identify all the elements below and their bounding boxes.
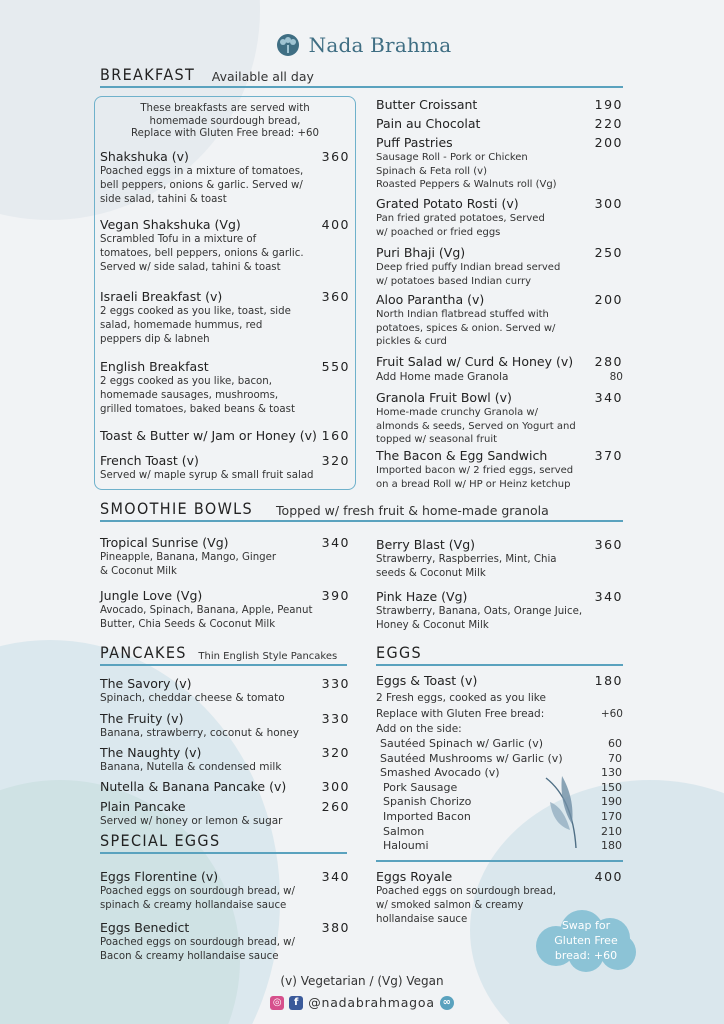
menu-item: [376, 589, 623, 604]
side-name: Spanish Chorizo: [383, 795, 472, 809]
item-name: Granola Fruit Bowl (v): [376, 390, 512, 405]
side-name: Smashed Avocado (v): [380, 766, 500, 780]
item-name: Eggs Florentine (v): [100, 869, 219, 884]
item-description: Served w/ honey or lemon & sugar: [100, 815, 283, 827]
menu-item: [376, 135, 623, 150]
instagram-icon[interactable]: ◎: [270, 996, 284, 1010]
breakfast-section-header: [100, 66, 623, 88]
item-name: The Fruity (v): [100, 711, 184, 726]
egg-side-item: [383, 825, 622, 838]
item-price: 260: [321, 799, 350, 814]
pancakes-title: PANCAKES: [100, 643, 187, 662]
item-description: w/ potatoes based Indian curry: [376, 275, 532, 287]
menu-item: [376, 390, 623, 405]
item-description: pickles & curd: [376, 336, 447, 347]
item-description: Banana, Nutella & condensed milk: [100, 761, 282, 773]
item-price: 340: [594, 390, 623, 405]
note-line: homemade sourdough bread,: [149, 115, 301, 127]
eggs-side-label: Add on the side:: [376, 723, 462, 735]
side-price: 130: [601, 766, 622, 780]
item-price: 180: [594, 673, 623, 688]
menu-item: [100, 149, 350, 164]
note-line: These breakfasts are served with: [140, 103, 310, 114]
item-description: North Indian flatbread stuffed with: [376, 309, 549, 320]
item-description: Strawberry, Banana, Oats, Orange Juice,: [376, 606, 583, 617]
menu-item: [100, 535, 350, 550]
egg-side-item: [380, 766, 622, 779]
item-price: 320: [321, 745, 350, 760]
smoothie-title: SMOOTHIE BOWLS: [100, 499, 254, 518]
menu-item: [376, 245, 623, 260]
swap-line: Swap for: [561, 919, 611, 932]
menu-item: [376, 448, 623, 463]
item-description: Served w/ side salad, tahini & toast: [100, 262, 281, 273]
menu-item: [376, 97, 623, 112]
gluten-label: Replace with Gluten Free bread:: [376, 708, 545, 720]
egg-side-item: [383, 795, 622, 808]
item-price: 360: [594, 537, 623, 552]
item-name: Berry Blast (Vg): [376, 537, 476, 552]
item-price: 320: [321, 453, 350, 468]
item-description: almonds & seeds, Served on Yogurt and: [376, 420, 576, 432]
breakfast-subtitle: Available all day: [211, 69, 314, 84]
brand-name: Nada Brahma: [308, 33, 452, 57]
item-description: w/ smoked salmon & creamy: [376, 900, 524, 911]
special-eggs-title: SPECIAL EGGS: [100, 831, 221, 850]
pancakes-subtitle: Thin English Style Pancakes: [198, 651, 338, 662]
smoothie-subtitle: Topped w/ fresh fruit & home-made granola: [276, 503, 549, 518]
tripadvisor-icon[interactable]: ∞: [440, 996, 454, 1010]
item-name: Vegan Shakshuka (Vg): [100, 217, 241, 232]
side-price: 70: [608, 751, 622, 765]
menu-item: [100, 799, 350, 814]
item-description: Deep fried puffy Indian bread served: [376, 262, 561, 273]
item-description: peppers dip & labneh: [100, 334, 210, 345]
item-description: Poached eggs in a mixture of tomatoes,: [100, 166, 304, 177]
menu-item: [376, 292, 623, 307]
smoothie-section-header: [100, 500, 623, 522]
item-price: 360: [321, 289, 350, 304]
side-price: 180: [601, 839, 622, 853]
swap-gluten-note: [540, 918, 632, 963]
item-description: Poached eggs on sourdough bread, w/: [100, 886, 295, 897]
side-name: Haloumi: [383, 839, 429, 853]
item-price: 550: [321, 359, 350, 374]
egg-side-item: [383, 810, 622, 823]
item-name: Butter Croissant: [376, 97, 478, 112]
menu-item: [376, 869, 623, 884]
item-name: Eggs Royale: [376, 869, 453, 884]
side-name: Sautéed Mushrooms w/ Garlic (v): [380, 751, 563, 765]
side-name: Imported Bacon: [383, 810, 471, 823]
item-name: Fruit Salad w/ Curd & Honey (v): [376, 354, 574, 369]
item-description: Poached eggs on sourdough bread,: [376, 886, 556, 897]
menu-item: [100, 289, 350, 304]
swap-line: bread: +60: [554, 949, 618, 962]
item-description: tomatoes, bell peppers, onions & garlic.: [100, 248, 304, 259]
item-name: Puff Pastries: [376, 135, 453, 150]
item-description: grilled tomatoes, baked beans & toast: [100, 404, 295, 415]
item-name: The Savory (v): [100, 676, 192, 691]
item-description: Imported bacon w/ 2 fried eggs, served: [376, 465, 574, 476]
item-description: on a bread Roll w/ HP or Heinz ketchup: [376, 478, 571, 490]
item-name: Aloo Parantha (v): [376, 292, 485, 307]
item-description: salad, homemade hummus, red: [100, 320, 263, 331]
menu-item: [376, 537, 623, 552]
item-name: Plain Pancake: [100, 799, 186, 814]
egg-side-item: [383, 781, 622, 794]
item-description: Roasted Peppers & Walnuts roll (Vg): [376, 179, 557, 190]
item-price: 340: [321, 535, 350, 550]
item-price: 360: [321, 149, 350, 164]
item-name: Shakshuka (v): [100, 149, 189, 164]
eggs-gluten-option: [376, 708, 623, 720]
menu-item: [100, 779, 350, 794]
menu-item: [376, 116, 623, 131]
item-description: Banana, strawberry, coconut & honey: [100, 727, 299, 739]
item-name: Toast & Butter w/ Jam or Honey (v): [100, 428, 317, 443]
menu-item: [100, 588, 350, 603]
item-description: topped w/ seasonal fruit: [376, 434, 498, 445]
side-price: 210: [601, 824, 622, 838]
special-eggs-section-header: [100, 832, 347, 854]
item-price: 190: [594, 97, 623, 112]
eggs-section-header: [376, 644, 623, 666]
item-description: Spinach, cheddar cheese & tomato: [100, 692, 285, 704]
item-name: Tropical Sunrise (Vg): [100, 535, 229, 550]
item-price: 220: [594, 116, 623, 131]
item-description: Avocado, Spinach, Banana, Apple, Peanut: [100, 605, 313, 616]
side-name: Sautéed Spinach w/ Garlic (v): [380, 737, 544, 750]
item-description: Served w/ maple syrup & small fruit salad: [100, 470, 314, 481]
side-price: 170: [601, 810, 622, 823]
item-description: bell peppers, onions & garlic. Served w/: [100, 180, 303, 191]
eggs-line: 2 Fresh eggs, cooked as you like: [376, 692, 546, 704]
item-name: Pink Haze (Vg): [376, 589, 468, 604]
item-description: Butter, Chia Seeds & Coconut Milk: [100, 619, 276, 630]
item-description: homemade sausages, mushrooms,: [100, 390, 279, 401]
item-description: Strawberry, Raspberries, Mint, Chia: [376, 554, 557, 565]
item-price: 300: [321, 779, 350, 794]
item-name: Pain au Chocolat: [376, 116, 481, 131]
item-description: seeds & Coconut Milk: [376, 568, 486, 579]
menu-item: [100, 428, 350, 443]
egg-side-item: [383, 839, 622, 852]
item-description: potatoes, spices & onion. Served w/: [376, 322, 556, 334]
menu-item: [100, 676, 350, 691]
egg-side-item: [380, 737, 622, 750]
item-price: 330: [321, 676, 350, 691]
menu-item: [100, 359, 350, 374]
item-name: Eggs & Toast (v): [376, 673, 478, 688]
breakfast-title: BREAKFAST: [100, 65, 196, 84]
item-price: 340: [594, 589, 623, 604]
menu-item: [100, 453, 350, 468]
swap-line: Gluten Free: [554, 934, 618, 947]
menu-item: [100, 711, 350, 726]
item-description: side salad, tahini & toast: [100, 194, 227, 205]
item-description: Spinach & Feta roll (v): [376, 165, 487, 177]
item-description: w/ poached or fried eggs: [376, 226, 501, 238]
item-name: Nutella & Banana Pancake (v): [100, 779, 287, 794]
brand-header: [0, 33, 724, 57]
facebook-icon[interactable]: f: [289, 996, 303, 1010]
item-price: 390: [321, 588, 350, 603]
leaf-decoration-icon: [540, 772, 584, 852]
breakfast-bread-note: [100, 103, 350, 141]
gluten-price: +60: [600, 708, 623, 720]
pancakes-section-header: [100, 644, 347, 666]
menu-item: [100, 217, 350, 232]
item-price: 400: [321, 217, 350, 232]
eggs-and-toast-item: [376, 673, 623, 688]
item-price: 250: [594, 245, 623, 260]
granola-addon-label: Add Home made Granola: [376, 371, 509, 383]
item-description: Bacon & creamy hollandaise sauce: [100, 951, 279, 962]
granola-addon-price: 80: [609, 371, 623, 383]
eggs-title: EGGS: [376, 643, 422, 662]
item-description: & Coconut Milk: [100, 566, 177, 577]
item-name: The Bacon & Egg Sandwich: [376, 448, 548, 463]
side-name: Salmon: [383, 824, 425, 838]
item-price: 380: [321, 920, 350, 935]
item-description: Pineapple, Banana, Mango, Ginger: [100, 552, 277, 563]
item-name: Israeli Breakfast (v): [100, 289, 223, 304]
note-line: Replace with Gluten Free bread: +60: [131, 128, 319, 139]
item-name: French Toast (v): [100, 453, 199, 468]
item-description: spinach & creamy hollandaise sauce: [100, 900, 287, 911]
item-price: 200: [594, 135, 623, 150]
item-price: 400: [594, 869, 623, 884]
side-price: 60: [608, 737, 622, 750]
item-description: 2 eggs cooked as you like, toast, side: [100, 306, 291, 317]
side-price: 150: [601, 780, 622, 794]
menu-item: [100, 920, 350, 935]
item-description: Home-made crunchy Granola w/: [376, 407, 538, 418]
item-description: Scrambled Tofu in a mixture of: [100, 234, 257, 245]
item-price: 200: [594, 292, 623, 307]
item-description: Sausage Roll - Pork or Chicken: [376, 152, 528, 163]
item-price: 280: [594, 354, 623, 369]
social-handle[interactable]: @nadabrahmagoa: [308, 995, 435, 1010]
item-name: English Breakfast: [100, 359, 209, 374]
tree-logo-icon: [273, 33, 303, 57]
egg-side-item: [380, 752, 622, 765]
item-price: 160: [321, 428, 350, 443]
menu-item: [376, 354, 623, 369]
special-eggs-rule: [376, 860, 623, 862]
item-description: Pan fried grated potatoes, Served: [376, 213, 545, 224]
item-description: hollandaise sauce: [376, 914, 468, 925]
veg-legend: (v) Vegetarian / (Vg) Vegan: [280, 974, 444, 988]
item-name: Puri Bhaji (Vg): [376, 245, 466, 260]
menu-item: [376, 196, 623, 211]
item-name: Eggs Benedict: [100, 920, 190, 935]
item-price: 330: [321, 711, 350, 726]
side-name: Pork Sausage: [383, 780, 458, 794]
menu-item: [100, 869, 350, 884]
item-price: 370: [594, 448, 623, 463]
item-name: Grated Potato Rosti (v): [376, 196, 519, 211]
item-name: Jungle Love (Vg): [100, 588, 203, 603]
granola-addon: [376, 371, 623, 383]
item-name: The Naughty (v): [100, 745, 202, 760]
side-price: 190: [601, 795, 622, 809]
item-price: 340: [321, 869, 350, 884]
item-price: 300: [594, 196, 623, 211]
item-description: Honey & Coconut Milk: [376, 620, 489, 631]
social-footer: [0, 995, 724, 1010]
menu-item: [100, 745, 350, 760]
item-description: Poached eggs on sourdough bread, w/: [100, 937, 295, 948]
item-description: 2 eggs cooked as you like, bacon,: [100, 376, 272, 387]
